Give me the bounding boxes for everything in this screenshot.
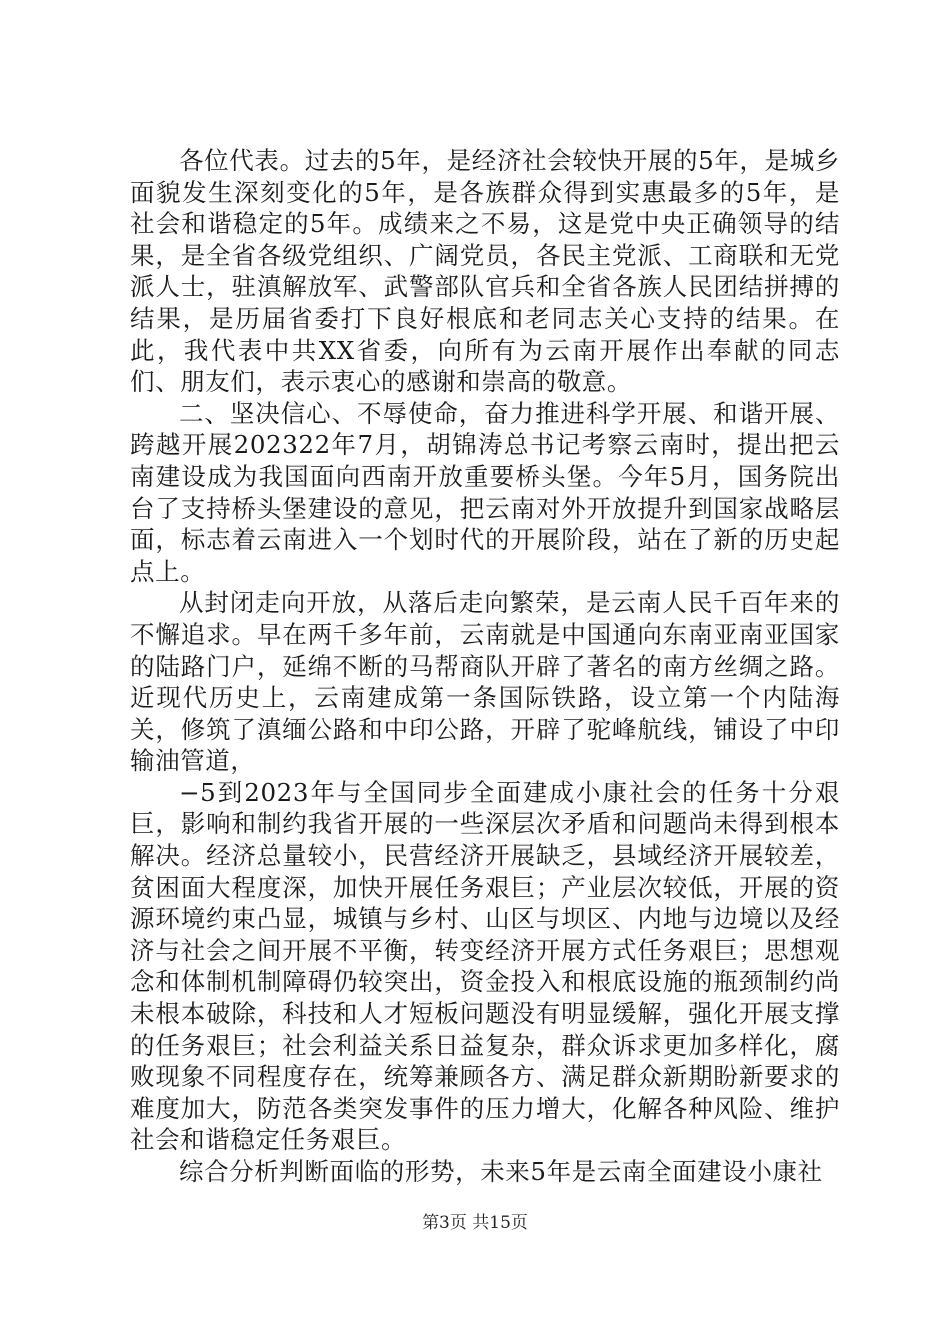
paragraph-2: 二、坚决信心、不辱使命，奋力推进科学开展、和谐开展、跨越开展202322年7月，胡锦涛总书记考察云南时，提出把云南建设成为我国面向西南开放重要桥头堡。今年5月，国务院出台了支持桥头堡建设的意见，把云南对外开放提升到国家战略层面，标志着云南进入一个划时代的开展阶段，站在了新的历史起点上。 bbox=[130, 398, 840, 586]
document-body bbox=[130, 145, 840, 1188]
page-number-footer: 第3页 共15页 bbox=[422, 1213, 528, 1233]
paragraph-3: 从封闭走向开放，从落后走向繁荣，是云南人民千百年来的不懈追求。早在两千多年前，云南就是中国通向东南亚南亚国家的陆路门户，延绵不断的马帮商队开辟了著名的南方丝绸之路。近现代历史上，云南建成第一条国际铁路，设立第一个内陆海关，修筑了滇缅公路和中印公路，开辟了驼峰航线，铺设了中印输油管道， bbox=[130, 588, 840, 776]
paragraph-4: −5到2023年与全国同步全面建成小康社会的任务十分艰巨，影响和制约我省开展的一些深层次矛盾和问题尚未得到根本解决。经济总量较小，民营经济开展缺乏，县域经济开展较差，贫困面大程度深，加快开展任务艰巨；产业层次较低，开展的资源环境约束凸显，城镇与乡村、山区与坝区、内地与边境以及经济与社会之间开展不平衡，转变经济开展方式任务艰巨；思想观念和体制机制障碍仍较突出，资金投入和根底设施的瓶颈制约尚未根本破除，科技和人才短板问题没有明显缓解，强化开展支撑的任务艰巨；社会利益关系日益复杂，群众诉求更加多样化，腐败现象不同程度存在，统筹兼顾各方、满足群众新期盼新要求的难度加大，防范各类突发事件的压力增大，化解各种风险、维护社会和谐稳定任务艰巨。 bbox=[130, 777, 840, 1155]
paragraph-1: 各位代表。过去的5年，是经济社会较快开展的5年，是城乡面貌发生深刻变化的5年，是各族群众得到实惠最多的5年，是社会和谐稳定的5年。成绩来之不易，这是党中央正确领导的结果，是全省各级党组织、广阔党员，各民主党派、工商联和无党派人士，驻滇解放军、武警部队官兵和全省各族人民团结拼搏的结果，是历届省委打下良好根底和老同志关心支持的结果。在此，我代表中共XX省委，向所有为云南开展作出奉献的同志们、朋友们，表示衷心的感谢和崇高的敬意。 bbox=[130, 146, 840, 397]
paragraph-5: 综合分析判断面临的形势，未来5年是云南全面建设小康社 bbox=[179, 1157, 823, 1186]
